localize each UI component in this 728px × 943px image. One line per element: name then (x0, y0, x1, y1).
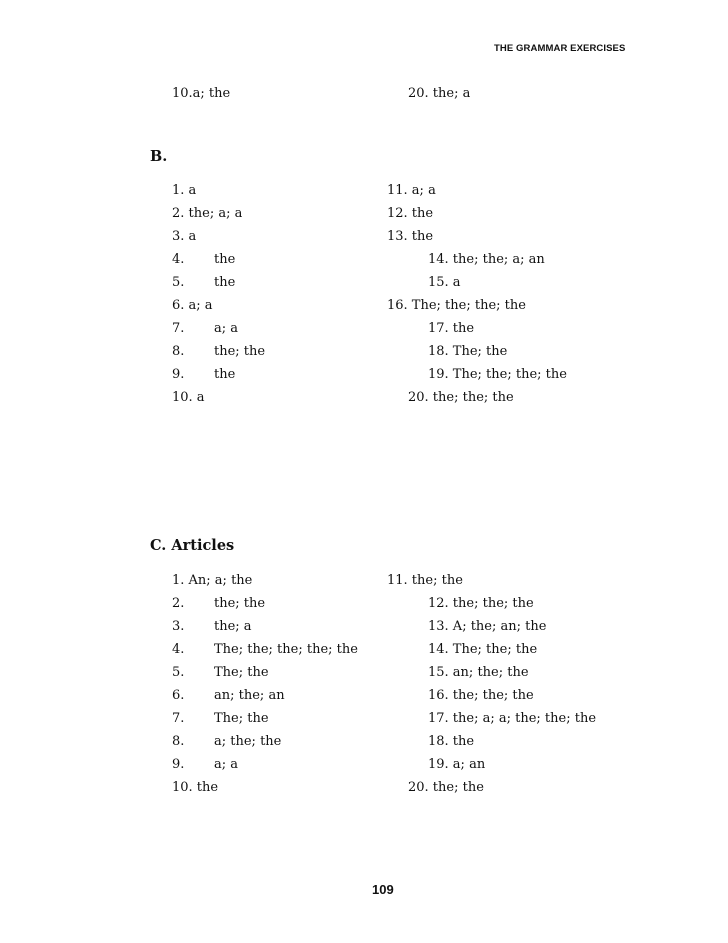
c-item-12: 12. the; the; the (428, 596, 534, 611)
c-item-9-answer: a; a (214, 757, 239, 772)
c-item-15: 15. an; the; the (428, 665, 529, 680)
b-item-20: 20. the; the; the (408, 390, 514, 405)
b-item-2: 2. the; a; a (172, 206, 243, 221)
c-item-7-number: 7. (172, 711, 185, 726)
c-item-19: 19. a; an (428, 757, 486, 772)
c-item-13: 13. A; the; an; the (428, 619, 547, 634)
c-item-10: 10. the (172, 780, 219, 795)
b-item-13: 13. the (387, 229, 434, 244)
c-item-3-answer: the; a (214, 619, 252, 634)
b-item-7-number: 7. (172, 321, 185, 336)
b-item-16: 16. The; the; the; the (387, 298, 526, 313)
c-item-11: 11. the; the (387, 573, 463, 588)
b-item-4-number: 4. (172, 252, 185, 267)
c-item-14: 14. The; the; the (428, 642, 538, 657)
b-item-15: 15. a (428, 275, 461, 290)
b-item-5-answer: the (214, 275, 236, 290)
b-item-4-answer: the (214, 252, 236, 267)
c-item-3-number: 3. (172, 619, 185, 634)
c-item-16: 16. the; the; the (428, 688, 534, 703)
c-item-4-answer: The; the; the; the; the (214, 642, 358, 657)
b-item-11: 11. a; a (387, 183, 436, 198)
b-item-8-number: 8. (172, 344, 185, 359)
b-item-5-number: 5. (172, 275, 185, 290)
top-item-10: 10.a; the (172, 86, 231, 101)
b-item-10: 10. a (172, 390, 205, 405)
b-item-6: 6. a; a (172, 298, 213, 313)
c-item-5-answer: The; the (214, 665, 269, 680)
b-item-3: 3. a (172, 229, 197, 244)
c-item-2-answer: the; the (214, 596, 266, 611)
c-item-4-number: 4. (172, 642, 185, 657)
b-item-7-answer: a; a (214, 321, 239, 336)
c-item-6-answer: an; the; an (214, 688, 285, 703)
c-item-9-number: 9. (172, 757, 185, 772)
c-item-18: 18. the (428, 734, 475, 749)
b-item-12: 12. the (387, 206, 434, 221)
c-item-8-answer: a; the; the (214, 734, 282, 749)
b-item-18: 18. The; the (428, 344, 508, 359)
section-b-heading: B. (150, 148, 168, 165)
c-item-20: 20. the; the (408, 780, 484, 795)
page-number: 109 (372, 882, 394, 897)
b-item-8-answer: the; the (214, 344, 266, 359)
b-item-17: 17. the (428, 321, 475, 336)
b-item-14: 14. the; the; a; an (428, 252, 545, 267)
b-item-9-answer: the (214, 367, 236, 382)
c-item-17: 17. the; a; a; the; the; the (428, 711, 597, 726)
b-item-19: 19. The; the; the; the (428, 367, 567, 382)
c-item-7-answer: The; the (214, 711, 269, 726)
c-item-2-number: 2. (172, 596, 185, 611)
top-item-20: 20. the; a (408, 86, 471, 101)
c-item-5-number: 5. (172, 665, 185, 680)
c-item-8-number: 8. (172, 734, 185, 749)
b-item-9-number: 9. (172, 367, 185, 382)
section-c-heading: C. Articles (150, 537, 235, 554)
b-item-1: 1. a (172, 183, 197, 198)
c-item-6-number: 6. (172, 688, 185, 703)
running-header: THE GRAMMAR EXERCISES (494, 43, 626, 54)
c-item-1: 1. An; a; the (172, 573, 253, 588)
